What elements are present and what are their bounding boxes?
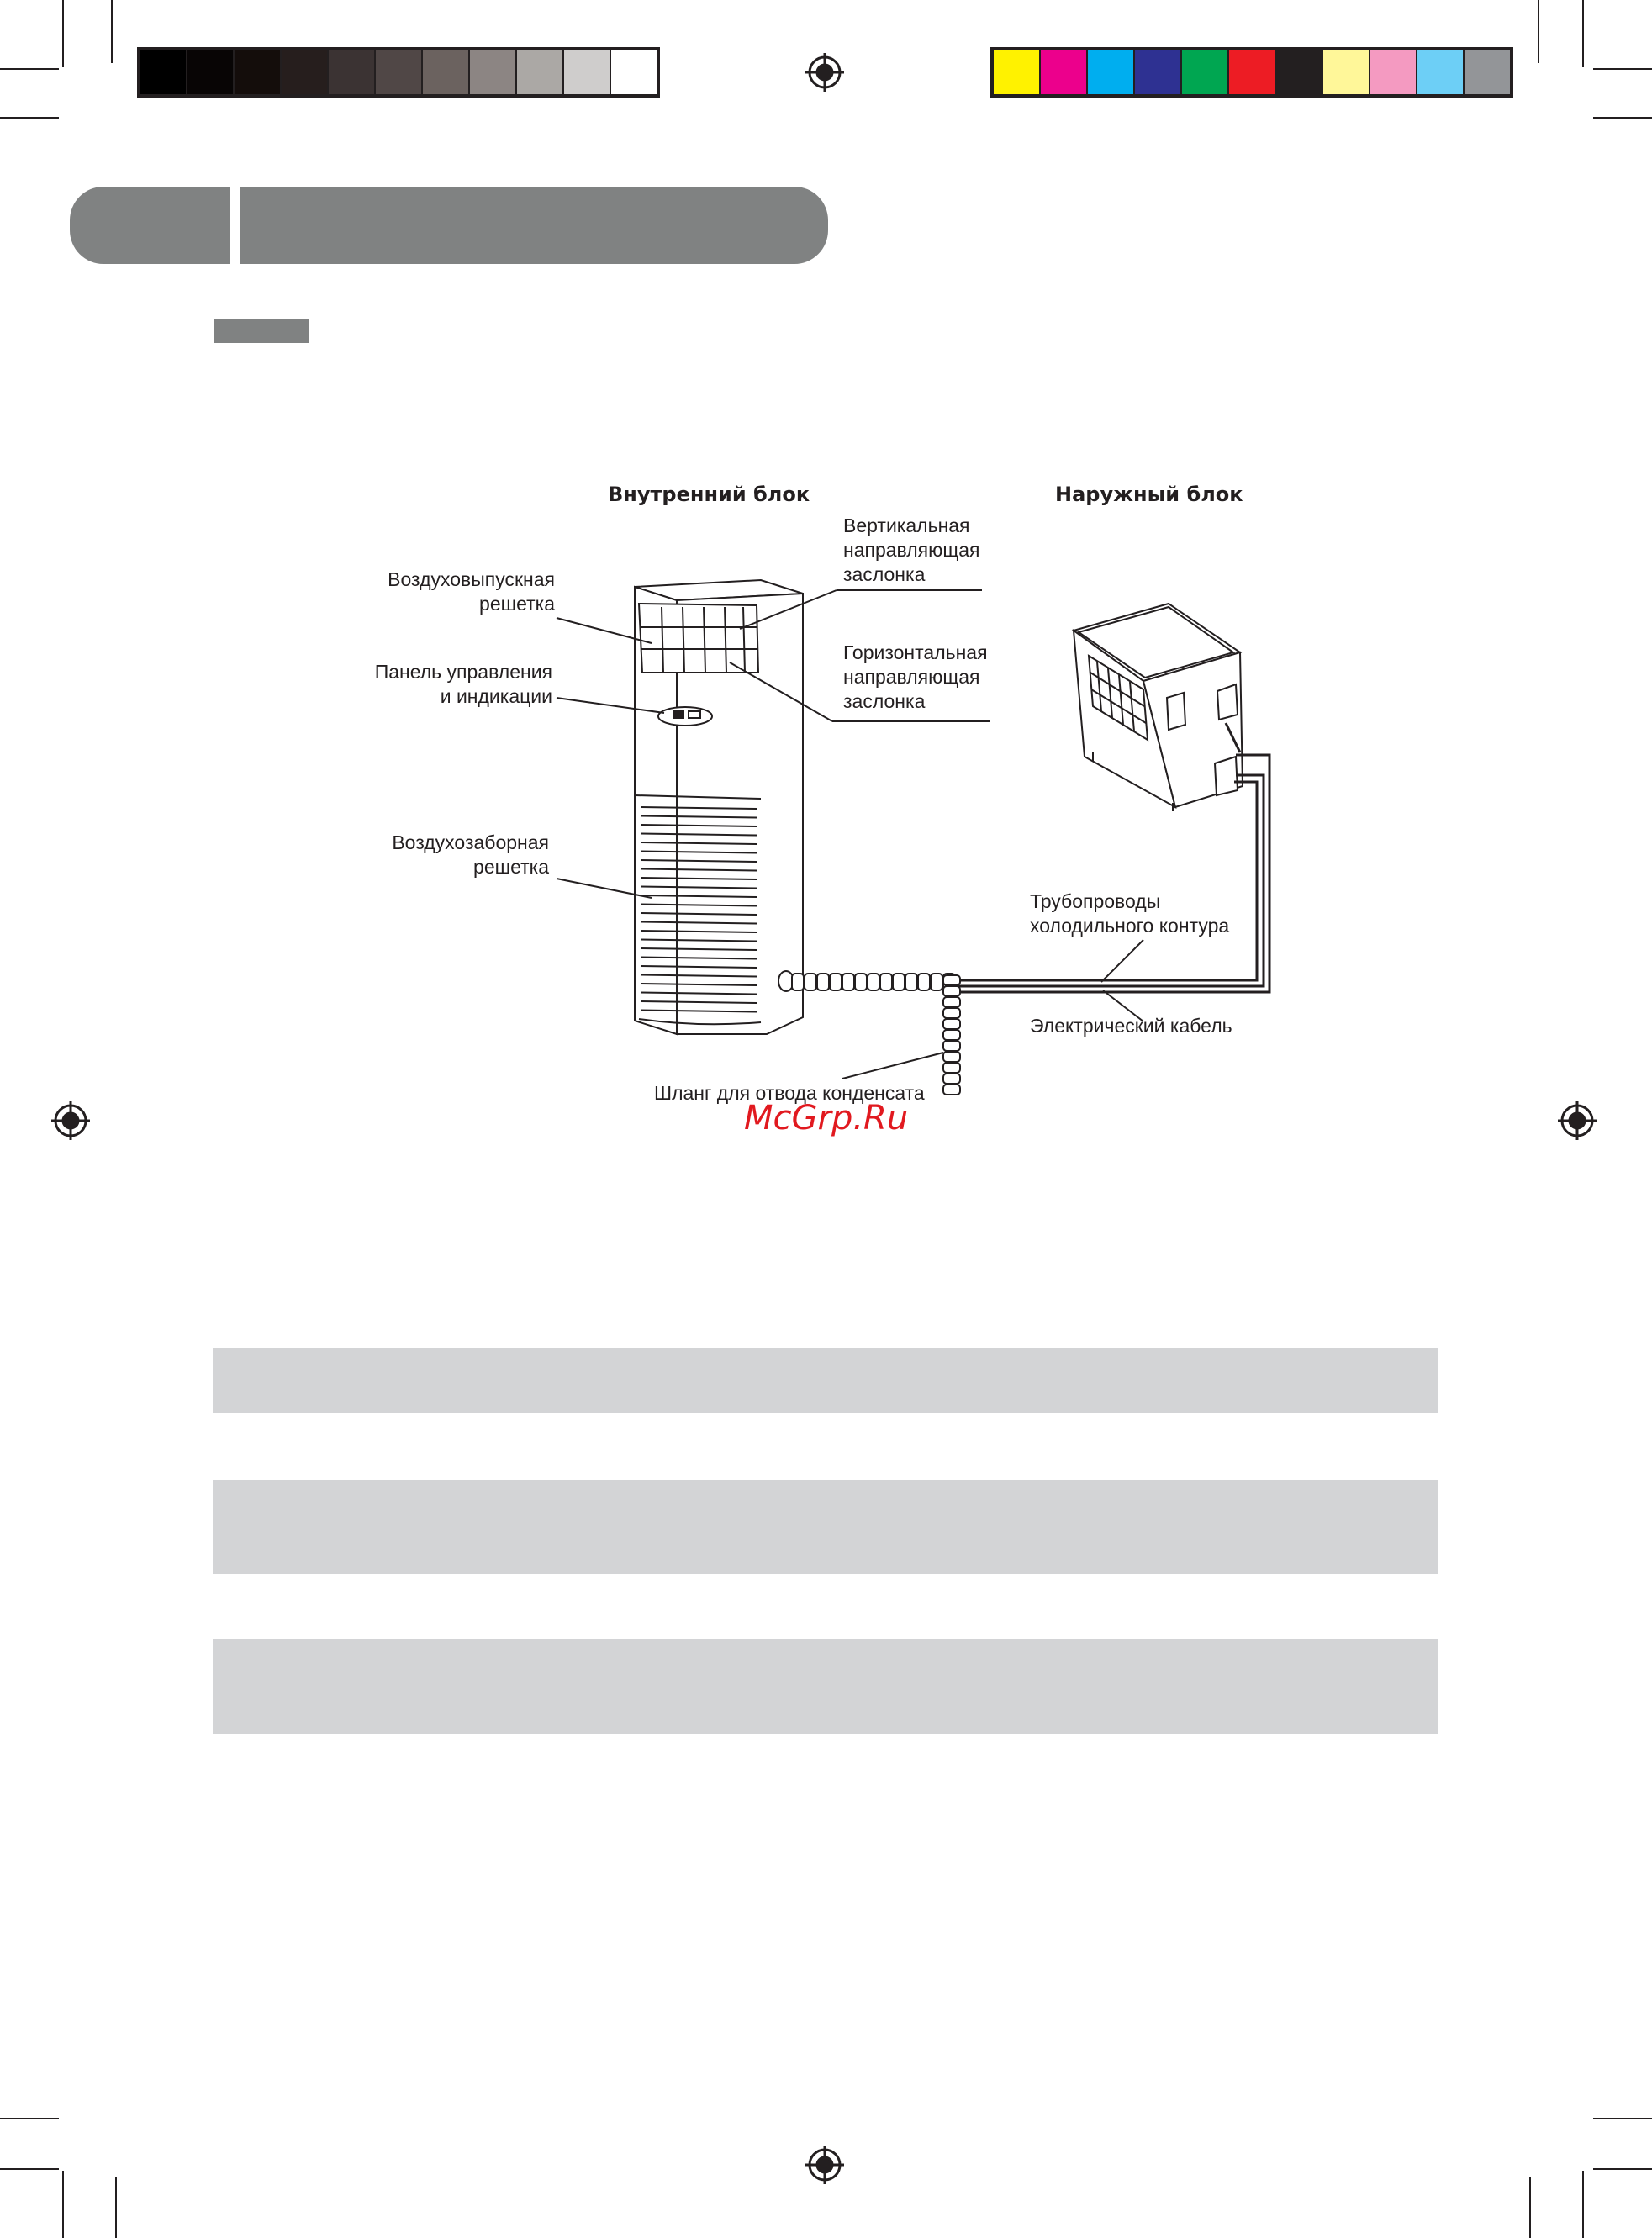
hose-segment — [943, 1074, 960, 1084]
hose-segment — [880, 974, 892, 990]
control-panel — [658, 707, 712, 726]
hose-segment — [943, 997, 960, 1007]
label-electric-cable: Электрический кабель — [1030, 1015, 1232, 1037]
hose-segment — [943, 1030, 960, 1040]
gray-band-1 — [213, 1348, 1438, 1413]
hose-segment — [905, 974, 917, 990]
hose-segment — [943, 1085, 960, 1095]
indoor-unit — [635, 580, 803, 1034]
air-outlet-grille — [639, 604, 758, 673]
outdoor-unit-title: Наружный блок — [1055, 483, 1243, 506]
label-refrigerant-pipes: Трубопроводы холодильного контура — [1030, 890, 1230, 937]
indoor-unit-title: Внутренний блок — [608, 483, 810, 506]
hose-segment — [893, 974, 905, 990]
hose-segment — [943, 986, 960, 996]
hose-segment — [931, 974, 942, 990]
label-vertical-louver: Вертикальная направляющая заслонка — [843, 515, 980, 585]
gray-band-3 — [213, 1639, 1438, 1734]
gray-band-2 — [213, 1480, 1438, 1574]
hose-segment — [943, 975, 960, 985]
watermark: McGrp.Ru — [744, 1099, 909, 1137]
hose-segment — [943, 1041, 960, 1051]
outdoor-unit — [1074, 604, 1243, 811]
label-condensate-hose: Шланг для отвода конденсата — [654, 1082, 925, 1104]
hose-segment — [943, 1063, 960, 1073]
hose-segment — [830, 974, 842, 990]
hose-segment — [855, 974, 867, 990]
hose-segment — [792, 974, 804, 990]
label-air-outlet-grille: Воздуховыпускная решетка — [388, 568, 555, 615]
hose-segment — [943, 1008, 960, 1018]
condensate-hose — [778, 971, 960, 1095]
hose-segment — [918, 974, 930, 990]
hose-segment — [805, 974, 816, 990]
hose-segment — [842, 974, 854, 990]
hose-segment — [868, 974, 879, 990]
hose-segment — [817, 974, 829, 990]
hose-segment — [943, 1052, 960, 1062]
label-horizontal-louver: Горизонтальная направляющая заслонка — [843, 641, 988, 712]
label-air-intake-grille: Воздухозаборная решетка — [392, 831, 549, 878]
label-control-panel: Панель управления и индикации — [374, 661, 552, 707]
hose-segment — [943, 1019, 960, 1029]
